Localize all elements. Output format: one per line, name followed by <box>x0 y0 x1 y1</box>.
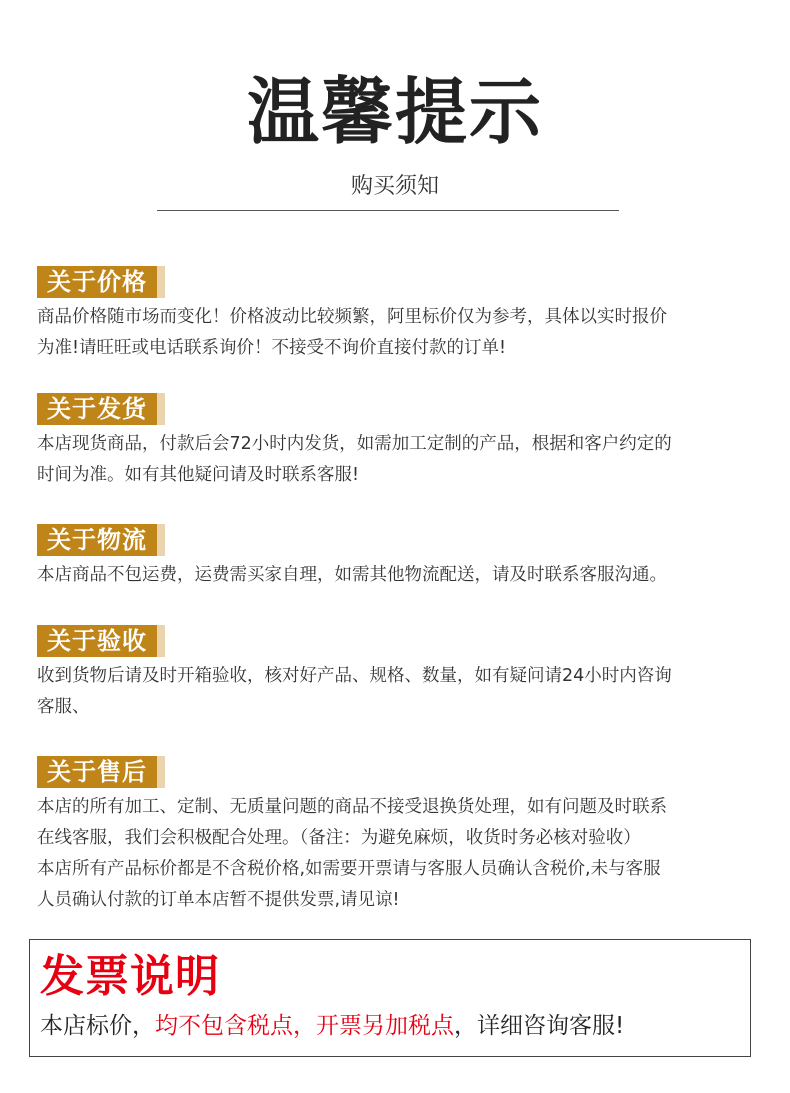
section-body-price <box>37 302 757 364</box>
section-body-shipping <box>37 429 757 491</box>
section-line: 人员确认付款的订单本店暂不提供发票,请见谅! <box>37 890 400 910</box>
section-after-sales <box>37 756 757 916</box>
section-line: 为准!请旺旺或电话联系询价！不接受不询价直接付款的订单! <box>37 338 507 358</box>
section-line: 收到货物后请及时开箱验收，核对好产品、规格、数量，如有疑问请24小时内咨询 <box>37 666 672 686</box>
section-logistics <box>37 524 757 591</box>
section-line: 在线客服，我们会积极配合处理。（备注：为避免麻烦，收货时务必核对验收） <box>37 828 641 848</box>
invoice-note-prefix: 本店标价， <box>40 1013 155 1039</box>
section-inspection <box>37 625 757 723</box>
page-subtitle: 购买须知 <box>350 174 439 199</box>
section-body-logistics <box>37 560 757 591</box>
section-line: 本店商品不包运费，运费需买家自理，如需其他物流配送，请及时联系客服沟通。 <box>37 565 667 585</box>
invoice-note-suffix: ，详细咨询客服! <box>454 1013 625 1039</box>
section-line: 商品价格随市场而变化！价格波动比较频繁，阿里标价仅为参考，具体以实时报价 <box>37 307 667 327</box>
section-tag-after-sales: 关于售后 <box>37 756 157 788</box>
section-tag-shipping: 关于发货 <box>37 393 157 425</box>
section-line: 本店现货商品，付款后会72小时内发货，如需加工定制的产品，根据和客户约定的 <box>37 434 672 454</box>
section-price <box>37 266 757 364</box>
title-divider <box>157 210 619 211</box>
invoice-note-highlight: 均不包含税点，开票另加税点 <box>155 1013 454 1039</box>
invoice-note <box>40 1008 624 1044</box>
section-line: 本店的所有加工、定制、无质量问题的商品不接受退换货处理，如有问题及时联系 <box>37 797 667 817</box>
section-tag-price: 关于价格 <box>37 266 157 298</box>
section-line: 时间为准。如有其他疑问请及时联系客服! <box>37 465 360 485</box>
invoice-title: 发票说明 <box>40 951 220 1002</box>
section-line: 本店所有产品标价都是不含税价格,如需要开票请与客服人员确认含税价,未与客服 <box>37 859 661 879</box>
section-tag-logistics: 关于物流 <box>37 524 157 556</box>
section-body-after-sales <box>37 792 757 916</box>
section-body-inspection <box>37 661 757 723</box>
invoice-notice-box <box>29 939 751 1057</box>
section-tag-inspection: 关于验收 <box>37 625 157 657</box>
section-line: 客服、 <box>37 697 90 717</box>
page-title: 温馨提示 <box>246 70 543 154</box>
section-shipping <box>37 393 757 491</box>
